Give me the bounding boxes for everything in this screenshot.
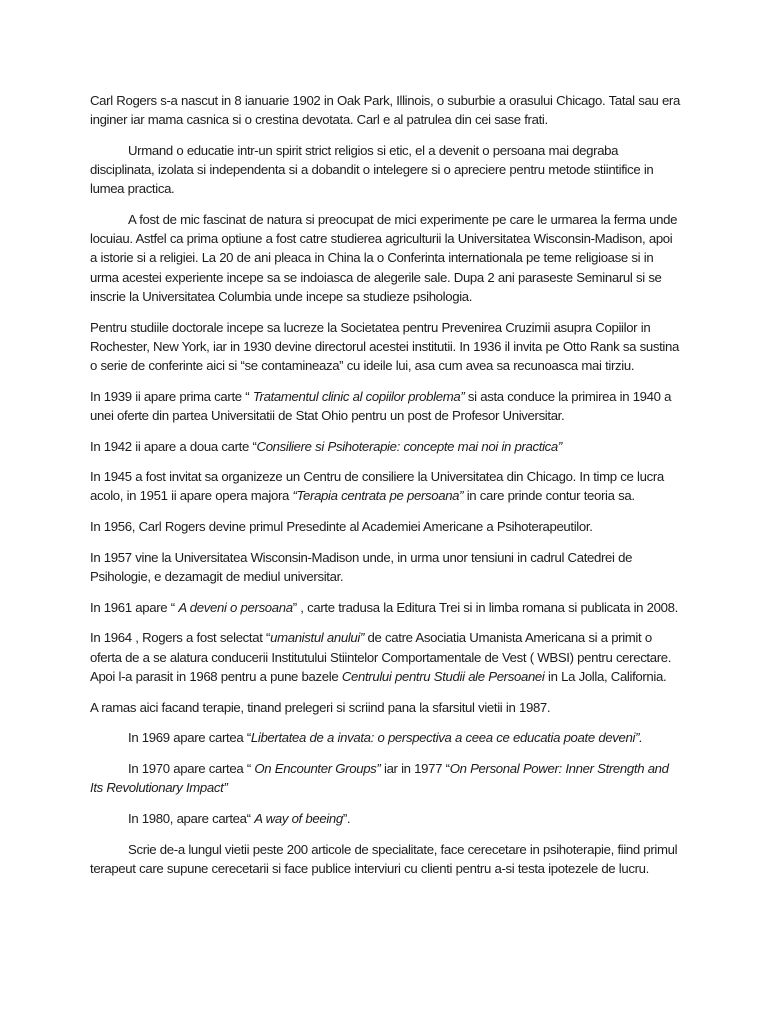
paragraph <box>90 210 680 306</box>
text-run: In 1980, apare cartea“ <box>128 810 255 826</box>
paragraph <box>90 698 680 717</box>
text-run: Carl Rogers s-a nascut in 8 ianuarie 1902 in Oak Park, Illinois, o suburbie a orasului Chicago. Tatal sau era inginer iar mama casnica si o crestina devotata. Carl e al patrulea din cei sase frati. <box>90 93 680 128</box>
text-run: de catre Asociatia Umanista Americana si a primit o oferta de a se alatura conducerii Institutului Stiintelor Comportamentale de Vest ( WBSI) pentru cerectare. Apoi l-a parasit in 1968 pentru a pune bazele <box>90 630 672 684</box>
text-run: In 1945 a fost invitat sa organizeze un Centru de consiliere la Universitatea din Chicago. In timp ce lucra acolo, in 1951 ii apare opera majora <box>90 469 664 504</box>
italic-text-run: A way of beeing <box>254 810 343 826</box>
document-page <box>90 91 680 890</box>
italic-text-run: umanistul anului” <box>270 630 365 646</box>
text-run: in La Jolla, California. <box>544 668 667 684</box>
text-run: si asta conduce la primirea in 1940 a unei oferte din partea Universitatii de Stat Ohio pentru un post de Profesor Universitar. <box>90 388 672 423</box>
paragraph <box>90 628 680 686</box>
paragraph <box>90 809 680 828</box>
paragraph <box>90 467 680 505</box>
paragraph <box>90 387 680 425</box>
italic-text-run: A deveni o persoana <box>178 599 293 615</box>
text-run: In 1957 vine la Universitatea Wisconsin-Madison unde, in urma unor tensiuni in cadrul Catedrei de Psihologie, e dezamagit de mediul universitar. <box>90 549 633 585</box>
text-run: A ramas aici facand terapie, tinand prelegeri si scriind pana la sfarsitul vietii in 1987. <box>90 699 551 715</box>
text-run: In 1964 , Rogers a fost selectat “ <box>90 630 271 646</box>
italic-text-run: Tratamentul clinic al copiilor problema” <box>252 388 465 404</box>
text-run: In 1961 apare “ <box>90 599 179 615</box>
text-run: iar in 1977 “ <box>380 760 450 776</box>
paragraph <box>90 141 680 199</box>
paragraph <box>90 318 680 376</box>
text-run: In 1956, Carl Rogers devine primul Presedinte al Academiei Americane a Psihoterapeutilor. <box>90 519 593 535</box>
paragraph <box>90 759 680 797</box>
text-run: ”. <box>342 810 351 826</box>
paragraph <box>90 517 680 536</box>
italic-text-run: Centrului pentru Studii ale Persoanei <box>341 668 545 684</box>
paragraph <box>90 598 680 617</box>
text-run: ” , carte tradusa la Editura Trei si in limba romana si publicata in 2008. <box>292 599 678 615</box>
paragraph <box>90 437 680 456</box>
text-run: in care prinde contur teoria sa. <box>463 488 635 504</box>
text-run: In 1942 ii apare a doua carte “ <box>90 438 257 454</box>
paragraph <box>90 840 680 878</box>
italic-text-run: “Terapia centrata pe persoana” <box>292 488 464 504</box>
paragraph <box>90 91 680 129</box>
paragraph <box>90 728 680 747</box>
italic-text-run: On Encounter Groups” <box>254 760 381 776</box>
text-run: A fost de mic fascinat de natura si preocupat de mici experimente pe care le urmarea la ferma unde locuiau. Astfel ca prima optiune a fost catre studierea agriculturii la Universitatea Wisconsin-Madison, apoi a istorie si a religiei. La 20 de ani pleaca in China la o Conferinta internationala pe teme religioase si in urma acestei experiente incepe sa se indoiasca de alegerile sale. Dupa 2 ani paraseste Seminarul si se inscrie la Universitatea Columbia unde incepe sa studieze psihologia. <box>90 212 678 304</box>
text-run: In 1939 ii apare prima carte “ <box>90 388 253 404</box>
italic-text-run: Consiliere si Psihoterapie: concepte mai noi in practica” <box>256 438 562 454</box>
text-run: In 1970 apare cartea “ <box>128 760 255 776</box>
paragraph <box>90 548 680 586</box>
text-run: Scrie de-a lungul vietii peste 200 articole de specialitate, face cerecetare in psihoterapie, fiind primul terapeut care supune cerecetarii si face publice interviuri cu clienti pentru a-si testa ipotezele de lucru. <box>90 841 678 876</box>
italic-text-run: Libertatea de a invata: o perspectiva a ceea ce educatia poate deveni”. <box>250 730 643 746</box>
italic-text-run: On Personal Power: Inner Strength and Its Revolutionary Impact” <box>90 760 669 796</box>
text-run: Urmand o educatie intr-un spirit strict religios si etic, el a devenit o persoana mai degraba disciplinata, izolata si independenta si a dobandit o intelegere si o apreciere pentru metode stiintifice in lumea practica. <box>90 142 654 197</box>
text-run: Pentru studiile doctorale incepe sa lucreze la Societatea pentru Prevenirea Cruzimii asupra Copiilor in Rochester, New York, iar in 1930 devine directorul acestei institutii. In 1936 il invita pe Otto Rank sa sustina o serie de conferinte aici si “se contamineaza” cu ideile lui, asa cum avea sa recunoasca mai tirziu. <box>90 319 679 373</box>
text-run: In 1969 apare cartea “ <box>128 730 251 746</box>
